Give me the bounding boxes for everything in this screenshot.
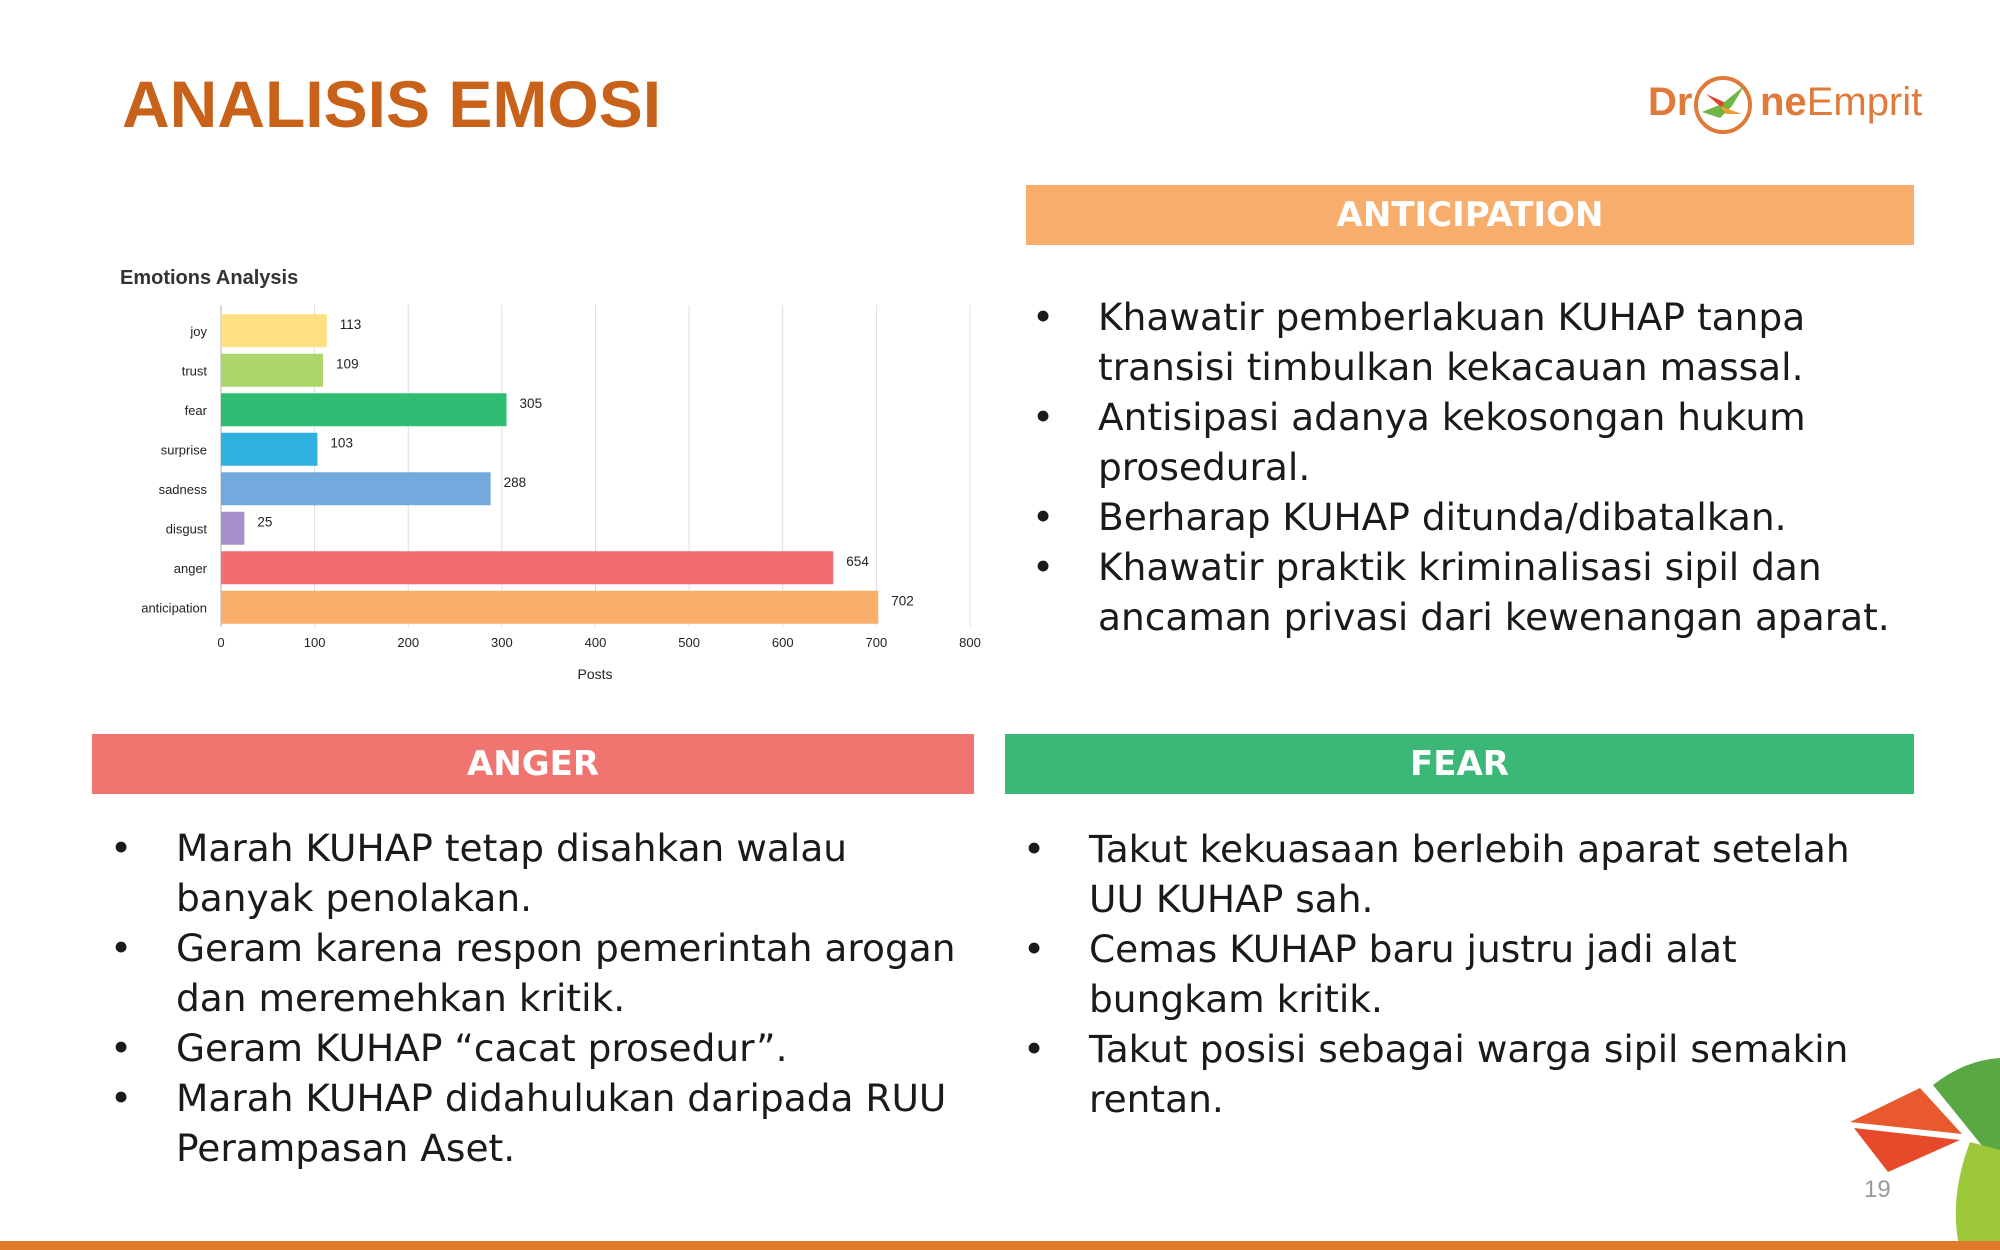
x-tick-label: 300: [491, 635, 513, 650]
x-tick-label: 200: [397, 635, 420, 650]
fear-list-item: [1023, 1024, 1913, 1124]
bar-anger: [221, 551, 833, 584]
logo-bird-icon: [1692, 74, 1754, 136]
bar-anticipation: [221, 591, 878, 624]
bullet-icon: •: [110, 926, 133, 970]
fear-header: FEAR: [1005, 734, 1914, 794]
anger-list-item-text: Marah KUHAP tetap disahkan walau banyak penolakan.: [176, 826, 848, 920]
category-label: disgust: [165, 521, 207, 537]
data-label: 103: [330, 435, 353, 451]
data-label: 109: [336, 356, 359, 372]
anticipation-list-item-text: Antisipasi adanya kekosongan hukum prosedural.: [1098, 395, 1806, 489]
x-tick-label: 100: [303, 635, 326, 650]
bullet-icon: •: [110, 1026, 133, 1070]
data-label: 25: [257, 514, 273, 530]
chart-bars: [221, 314, 878, 624]
x-tick-label: 600: [771, 635, 794, 650]
anger-list-item-text: Marah KUHAP didahulukan daripada RUU Perampasan Aset.: [176, 1076, 947, 1170]
bullet-icon: •: [1032, 395, 1055, 439]
data-label: 113: [339, 316, 362, 332]
bullet-icon: •: [1032, 545, 1055, 589]
bar-joy: [221, 314, 327, 347]
category-label: sadness: [158, 481, 207, 497]
data-label: 288: [503, 474, 527, 490]
bullet-icon: •: [1023, 927, 1046, 971]
bullet-icon: •: [110, 826, 133, 870]
bar-disgust: [221, 512, 244, 545]
anticipation-list-item: [1032, 492, 1912, 542]
fear-list-item-text: Cemas KUHAP baru justru jadi alat bungkam kritik.: [1089, 927, 1737, 1021]
page-title: ANALISIS EMOSI: [122, 67, 662, 141]
anger-list-item: [110, 1073, 980, 1173]
bullet-icon: •: [1032, 495, 1055, 539]
page-number: 19: [1864, 1176, 1891, 1203]
category-label: joy: [190, 323, 207, 339]
droneemprit-logo: [1648, 72, 1923, 142]
data-label: 305: [519, 395, 543, 411]
anticipation-list-item-text: Khawatir praktik kriminalisasi sipil dan ancaman privasi dari kewenangan aparat.: [1098, 545, 1890, 639]
anger-header: ANGER: [92, 734, 974, 794]
corner-decoration: [1840, 1050, 2000, 1250]
category-label: trust: [181, 363, 207, 379]
anticipation-list-item-text: Khawatir pemberlakuan KUHAP tanpa transisi timbulkan kekacauan massal.: [1098, 295, 1806, 389]
anger-list-item-text: Geram karena respon pemerintah arogan dan meremehkan kritik.: [176, 926, 956, 1020]
anger-list-item: [110, 823, 980, 923]
category-label: fear: [184, 402, 207, 418]
bar-trust: [221, 354, 323, 387]
bottom-accent-strip: [0, 1241, 2000, 1250]
x-tick-label: 0: [217, 635, 225, 650]
fear-list-item-text: Takut posisi sebagai warga sipil semakin rentan.: [1089, 1027, 1849, 1121]
emotions-analysis-chart: [110, 255, 990, 695]
fear-list-item: [1023, 824, 1913, 924]
x-tick-label: 500: [678, 635, 700, 650]
data-label: 654: [846, 553, 869, 569]
category-label: anticipation: [141, 600, 207, 616]
anger-list-item-text: Geram KUHAP “cacat prosedur”.: [176, 1026, 788, 1070]
bullet-icon: •: [110, 1076, 133, 1120]
anticipation-list-item-text: Berharap KUHAP ditunda/dibatalkan.: [1098, 495, 1787, 539]
bar-sadness: [221, 472, 491, 505]
anticipation-list: [1032, 292, 1912, 642]
anger-list-item: [110, 1023, 980, 1073]
category-label: surprise: [160, 442, 207, 458]
fear-list-item-text: Takut kekuasaan berlebih aparat setelah UU KUHAP sah.: [1089, 827, 1850, 921]
anger-list-item: [110, 923, 980, 1023]
bullet-icon: •: [1032, 295, 1055, 339]
anticipation-list-item: [1032, 292, 1912, 392]
x-tick-label: 400: [584, 635, 607, 650]
bullet-icon: •: [1023, 1027, 1046, 1071]
logo-text-dr: Dr: [1648, 80, 1693, 124]
anticipation-header: ANTICIPATION: [1026, 185, 1914, 245]
anger-list: [110, 823, 980, 1173]
data-label: 702: [891, 593, 914, 609]
x-tick-label: 700: [865, 635, 888, 650]
bar-surprise: [221, 433, 317, 466]
bar-fear: [221, 393, 507, 426]
bullet-icon: •: [1023, 827, 1046, 871]
anticipation-list-item: [1032, 542, 1912, 642]
x-axis-title: Posts: [577, 666, 613, 682]
logo-text-ne: ne: [1760, 80, 1807, 124]
x-tick-label: 800: [959, 635, 981, 650]
fear-list: [1023, 824, 1913, 1124]
fear-list-item: [1023, 924, 1913, 1024]
anticipation-list-item: [1032, 392, 1912, 492]
logo-text-emprit: Emprit: [1806, 80, 1923, 124]
chart-title: Emotions Analysis: [120, 267, 299, 289]
category-label: anger: [173, 560, 207, 576]
logo-text-rest: [1760, 80, 1922, 125]
